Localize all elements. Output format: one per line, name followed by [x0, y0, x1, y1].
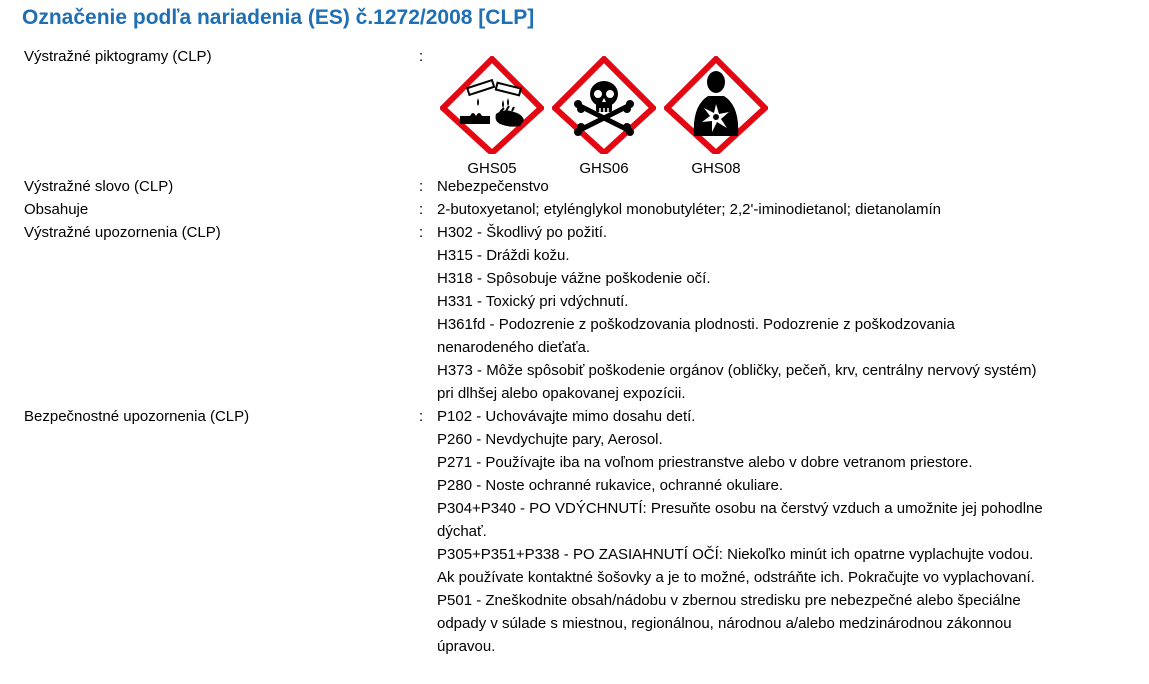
separator: : [419, 178, 424, 195]
precautionary-statement-line: odpady v súlade s miestnou, regionálnou, národnou a/alebo medzinárodnou zákonnou [437, 615, 1012, 632]
hazard-statement-line: H315 - Dráždi kožu. [437, 247, 570, 264]
precautionary-statement-line: P102 - Uchovávajte mimo dosahu detí. [437, 408, 696, 425]
hazard-statement-line: H361fd - Podozrenie z poškodzovania plodnosti. Podozrenie z poškodzovania [437, 316, 955, 333]
hazard-statement-line: nenarodeného dieťaťa. [437, 339, 591, 356]
signal-word-label: Výstražné slovo (CLP) [24, 178, 174, 195]
hazard-statement-line: H318 - Spôsobuje vážne poškodenie očí. [437, 270, 711, 287]
precautionary-statement-line: P280 - Noste ochranné rukavice, ochranné okuliare. [437, 477, 784, 494]
skull-crossbones-icon [552, 56, 656, 154]
hazard-statement-line: H302 - Škodlivý po požití. [437, 224, 608, 241]
corrosion-icon [440, 56, 544, 154]
pictogram-code: GHS05 [467, 160, 517, 177]
contains-label: Obsahuje [24, 201, 89, 218]
signal-word-value: Nebezpečenstvo [437, 178, 549, 195]
pictogram-ghs05 [440, 56, 544, 177]
separator: : [419, 48, 424, 65]
precautionary-statements-label: Bezpečnostné upozornenia (CLP) [24, 408, 250, 425]
precautionary-statement-line: dýchať. [437, 523, 487, 540]
health-hazard-icon [664, 56, 768, 154]
hazard-statements-list [437, 221, 1127, 405]
contains-value: 2-butoxyetanol; etylénglykol monobutyléter; 2,2'-iminodietanol; dietanolamín [437, 201, 941, 218]
precautionary-statement-line: úpravou. [437, 638, 496, 655]
separator: : [419, 201, 424, 218]
hazard-statement-line: pri dlhšej alebo opakovanej expozícii. [437, 385, 686, 402]
precautionary-statements-list [437, 405, 1127, 658]
precautionary-statement-line: P501 - Zneškodnite obsah/nádobu v zbernou stredisku pre nebezpečné alebo špeciálne [437, 592, 1021, 609]
hazard-statement-line: H373 - Môže spôsobiť poškodenie orgánov (obličky, pečeň, krv, centrálny nervový systém) [437, 362, 1037, 379]
precautionary-statement-line: P260 - Nevdychujte pary, Aerosol. [437, 431, 663, 448]
hazard-statements-label: Výstražné upozornenia (CLP) [24, 224, 221, 241]
pictogram-code: GHS08 [691, 160, 741, 177]
precautionary-statement-line: P305+P351+P338 - PO ZASIAHNUTÍ OČÍ: Niekoľko minút ich opatrne vyplachujte vodou. [437, 546, 1034, 563]
section-title: Označenie podľa nariadenia (ES) č.1272/2008 [CLP] [22, 6, 535, 29]
precautionary-statement-line: P304+P340 - PO VDÝCHNUTÍ: Presuňte osobu na čerstvý vzduch a umožnite jej pohodlne [437, 500, 1043, 517]
hazard-statement-line: H331 - Toxický pri vdýchnutí. [437, 293, 629, 310]
precautionary-statement-line: Ak používate kontaktné šošovky a je to možné, odstráňte ich. Pokračujte vo vyplachovaní. [437, 569, 1035, 586]
separator: : [419, 408, 424, 425]
pictogram-ghs08 [664, 56, 768, 177]
precautionary-statement-line: P271 - Používajte iba na voľnom priestranstve alebo v dobre vetranom priestore. [437, 454, 973, 471]
pictograms-label: Výstražné piktogramy (CLP) [24, 48, 212, 65]
separator: : [419, 224, 424, 241]
pictogram-ghs06 [552, 56, 656, 177]
pictogram-code: GHS06 [579, 160, 629, 177]
